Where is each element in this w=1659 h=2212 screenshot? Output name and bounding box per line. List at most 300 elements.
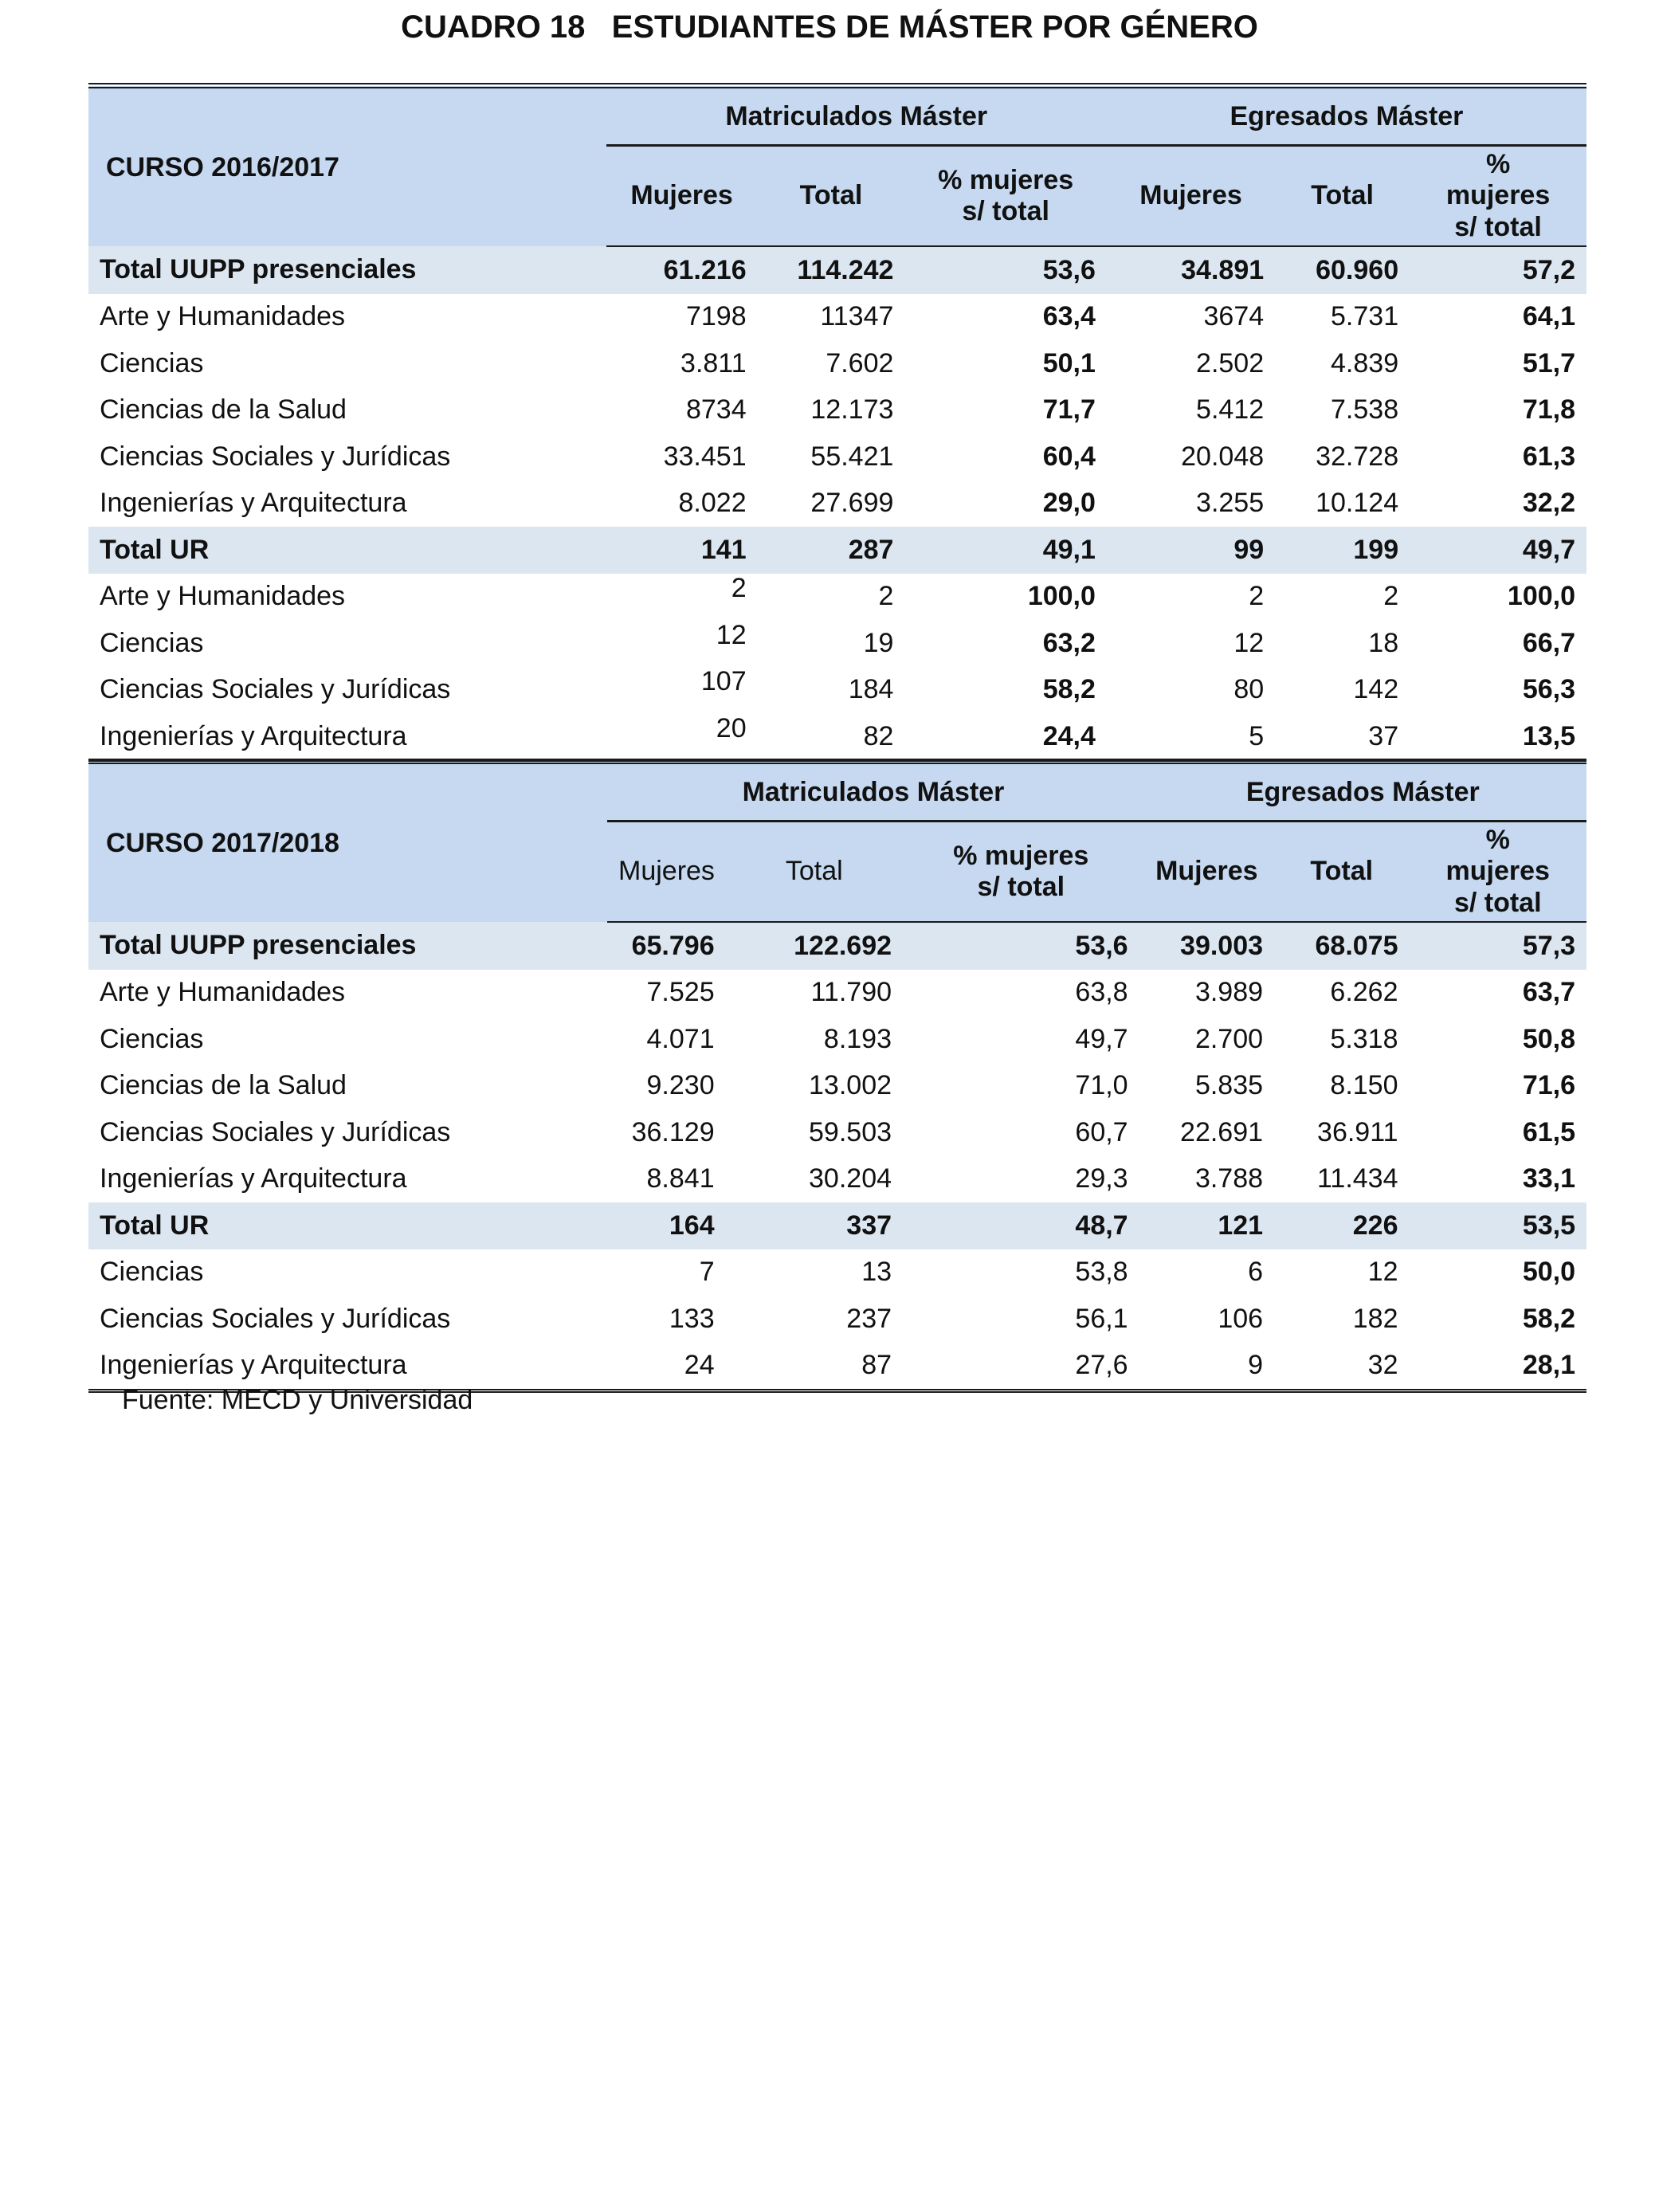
table-row — [88, 340, 1586, 387]
table-cell — [758, 574, 905, 621]
cell-value: 53,5 — [1522, 1210, 1575, 1241]
cell-value: 68.075 — [1315, 930, 1398, 961]
table-cell — [904, 713, 1107, 762]
table-cell — [1275, 246, 1410, 294]
row-label: Ciencias de la Salud — [100, 394, 347, 426]
table-row — [88, 574, 1586, 621]
table-row — [88, 667, 1586, 714]
table-cell — [726, 1063, 903, 1110]
table-cell — [1139, 1016, 1274, 1063]
table-cell — [1274, 1249, 1409, 1296]
cell-value: 7.602 — [826, 347, 894, 378]
table-cell — [607, 1296, 725, 1343]
cell-value: 121 — [1218, 1210, 1264, 1241]
table-cell — [726, 1156, 903, 1203]
table-cell — [904, 387, 1107, 434]
cell-value: 32.728 — [1316, 441, 1399, 472]
col-header: Mujeres — [1139, 822, 1274, 923]
cell-value: 60,7 — [1075, 1116, 1128, 1147]
cell-value: 11347 — [820, 301, 894, 332]
cell-value: 57,3 — [1522, 930, 1575, 961]
table-cell — [1410, 1249, 1587, 1296]
cell-value: 142 — [1353, 674, 1399, 705]
table-cell — [726, 1296, 903, 1343]
cell-value: 8.022 — [678, 488, 747, 519]
col-header: Total — [1275, 146, 1410, 247]
cell-value: 27.699 — [810, 488, 894, 519]
table-cell — [606, 574, 758, 621]
table-cell — [758, 667, 905, 714]
table-cell — [1275, 294, 1410, 341]
table-cell — [903, 1063, 1139, 1110]
row-label: Total UUPP presenciales — [88, 246, 606, 294]
cell-value: 237 — [846, 1303, 892, 1334]
table-cell — [904, 620, 1107, 667]
cell-value: 4.839 — [1331, 347, 1399, 378]
table-cell — [606, 667, 758, 714]
cell-value: 3.255 — [1196, 488, 1265, 519]
row-label: Total UR — [88, 527, 606, 574]
table-cell — [1410, 1109, 1587, 1156]
group-header-egresados: Egresados Máster — [1139, 762, 1586, 822]
table-cell — [726, 1343, 903, 1391]
cell-value: 226 — [1352, 1210, 1398, 1241]
cell-value: 33.451 — [663, 441, 747, 472]
table-cell — [903, 1343, 1139, 1391]
table-cell — [607, 1016, 725, 1063]
course-label: CURSO 2017/2018 — [88, 762, 607, 923]
table-cell — [904, 340, 1107, 387]
cell-value: 5.731 — [1331, 301, 1399, 332]
table-cell — [1275, 340, 1410, 387]
table-cell — [1139, 1202, 1274, 1249]
table-cell — [607, 1063, 725, 1110]
table-cell — [606, 620, 758, 667]
table-curso-2016-2017 — [88, 83, 1586, 764]
table-cell — [1410, 667, 1586, 714]
table-cell — [758, 387, 905, 434]
table-cell — [1274, 1016, 1409, 1063]
table-cell — [1274, 1063, 1409, 1110]
table-cell — [1410, 340, 1586, 387]
cell-value: 7.525 — [646, 977, 715, 1008]
col-header: Mujeres — [606, 146, 758, 247]
table-cell — [1275, 433, 1410, 480]
cell-value: 49,7 — [1522, 534, 1575, 565]
table-cell — [1139, 1109, 1274, 1156]
table-cell — [1410, 970, 1587, 1017]
cell-value: 8734 — [685, 394, 747, 426]
cell-value: 4.071 — [646, 1023, 715, 1054]
cell-value: 2 — [878, 581, 894, 612]
table-cell — [904, 527, 1107, 574]
cell-value: 19 — [863, 627, 894, 658]
table-cell — [1139, 970, 1274, 1017]
table-cell — [1107, 527, 1275, 574]
cell-value: 122.692 — [794, 930, 892, 961]
table-cell — [903, 1109, 1139, 1156]
cell-value: 100,0 — [1507, 581, 1575, 612]
course-label: CURSO 2016/2017 — [88, 86, 606, 247]
cell-value: 199 — [1353, 534, 1399, 565]
cell-value: 2.700 — [1194, 1023, 1264, 1054]
table-row — [88, 1063, 1586, 1110]
cell-value: 2 — [1249, 581, 1265, 612]
table-cell — [758, 246, 905, 294]
cell-value: 32 — [1367, 1350, 1398, 1381]
cell-value: 9 — [1248, 1350, 1264, 1381]
table-cell — [1107, 246, 1275, 294]
cell-value: 100,0 — [1027, 581, 1096, 612]
table-cell — [1139, 1063, 1274, 1110]
cell-value: 57,2 — [1522, 254, 1575, 285]
table-cell — [904, 294, 1107, 341]
cell-value: 65.796 — [631, 930, 715, 961]
table-cell — [904, 246, 1107, 294]
row-label: Total UUPP presenciales — [88, 922, 607, 970]
cell-value: 55.421 — [810, 441, 894, 472]
cell-value: 10.124 — [1316, 488, 1399, 519]
cell-value: 24 — [684, 1350, 715, 1381]
table-row — [88, 387, 1586, 434]
table-cell — [1275, 574, 1410, 621]
table-cell — [903, 1156, 1139, 1203]
cell-value: 61,5 — [1522, 1116, 1575, 1147]
cell-value: 48,7 — [1075, 1210, 1128, 1241]
cell-value: 53,8 — [1075, 1257, 1128, 1288]
table-cell — [1275, 480, 1410, 528]
cell-value: 3.811 — [680, 347, 747, 378]
cell-value: 32,2 — [1522, 488, 1575, 519]
row-label: Ciencias Sociales y Jurídicas — [100, 674, 451, 705]
table-cell — [1410, 527, 1586, 574]
row-label: Ciencias de la Salud — [100, 1070, 347, 1101]
cell-value: 2.502 — [1196, 347, 1265, 378]
row-label: Ingenierías y Arquitectura — [100, 488, 407, 519]
group-header-matriculados: Matriculados Máster — [606, 86, 1107, 146]
table-cell — [1139, 1343, 1274, 1391]
col-header: Total — [726, 822, 903, 923]
cell-value: 50,0 — [1522, 1257, 1575, 1288]
total-row — [88, 246, 1586, 294]
row-label: Ciencias Sociales y Jurídicas — [100, 1303, 451, 1334]
cell-value: 13 — [861, 1257, 892, 1288]
table-cell — [726, 1249, 903, 1296]
cell-value: 6 — [1248, 1257, 1264, 1288]
row-label: Ingenierías y Arquitectura — [88, 1343, 607, 1391]
table-cell — [1274, 1109, 1409, 1156]
table-cell — [1107, 433, 1275, 480]
col-header: Total — [758, 146, 905, 247]
cell-value: 87 — [861, 1350, 892, 1381]
table-row — [88, 1016, 1586, 1063]
cell-value: 71,7 — [1042, 394, 1096, 426]
table-cell — [1139, 1296, 1274, 1343]
cell-value: 2 — [1383, 581, 1399, 612]
cell-value: 60,4 — [1042, 441, 1096, 472]
table-cell — [606, 387, 758, 434]
table-body — [88, 246, 1586, 762]
table-cell — [903, 922, 1139, 970]
table-cell — [758, 480, 905, 528]
cell-value: 3.989 — [1194, 977, 1264, 1008]
cell-value: 39.003 — [1180, 930, 1264, 961]
cell-value: 7198 — [685, 301, 747, 332]
table-cell — [1107, 713, 1275, 762]
cell-value: 11.434 — [1317, 1163, 1398, 1194]
table-cell — [1410, 433, 1586, 480]
table-cell — [1274, 1156, 1409, 1203]
cell-value: 20 — [716, 712, 747, 743]
row-label: Ingenierías y Arquitectura — [100, 1163, 407, 1194]
cell-value: 66,7 — [1522, 627, 1575, 658]
table-cell — [1410, 620, 1586, 667]
row-label: Ciencias — [100, 627, 204, 658]
table-cell — [1139, 1249, 1274, 1296]
table-cell — [1107, 387, 1275, 434]
table-cell — [1107, 574, 1275, 621]
cell-value: 22.691 — [1180, 1116, 1264, 1147]
table-cell — [1275, 713, 1410, 762]
row-label: Arte y Humanidades — [100, 977, 346, 1008]
table-cell — [726, 970, 903, 1017]
cell-value: 184 — [848, 674, 894, 705]
table-row — [88, 1109, 1586, 1156]
cell-value: 64,1 — [1522, 301, 1575, 332]
cell-value: 29,0 — [1042, 488, 1096, 519]
table-cell — [1410, 1016, 1587, 1063]
cell-value: 8.841 — [646, 1163, 715, 1194]
cell-value: 30.204 — [809, 1163, 892, 1194]
cell-value: 82 — [863, 720, 894, 751]
table-cell — [1274, 1343, 1409, 1391]
table-cell — [1410, 1296, 1587, 1343]
table-cell — [606, 480, 758, 528]
table-cell — [726, 1109, 903, 1156]
col-header: Mujeres — [1107, 146, 1275, 247]
row-label: Ingenierías y Arquitectura — [88, 713, 606, 762]
cell-value: 106 — [1218, 1303, 1264, 1334]
row-label: Ciencias — [100, 1023, 204, 1054]
cell-value: 6.262 — [1330, 977, 1398, 1008]
table-cell — [606, 246, 758, 294]
row-label: Ciencias — [100, 1257, 204, 1288]
row-label: Ciencias — [100, 347, 204, 378]
page-title: CUADRO 18 ESTUDIANTES DE MÁSTER POR GÉNERO — [401, 10, 1258, 45]
cell-value: 50,1 — [1042, 347, 1096, 378]
cell-value: 37 — [1368, 720, 1399, 751]
cell-value: 5.835 — [1194, 1070, 1264, 1101]
table-cell — [903, 970, 1139, 1017]
cell-value: 49,1 — [1042, 534, 1096, 565]
table-cell — [904, 433, 1107, 480]
table-cell — [1275, 667, 1410, 714]
table-row — [88, 1296, 1586, 1343]
table-cell — [1410, 246, 1586, 294]
table-cell — [607, 1249, 725, 1296]
cell-value: 287 — [848, 534, 894, 565]
table-cell — [758, 527, 905, 574]
col-header: % mujeres s/ total — [903, 822, 1139, 923]
table-row — [88, 1156, 1586, 1203]
cell-value: 8.193 — [823, 1023, 892, 1054]
col-header: % mujeres s/ total — [1410, 146, 1586, 247]
table-cell — [1107, 620, 1275, 667]
cell-value: 11.790 — [810, 977, 892, 1008]
table-cell — [606, 294, 758, 341]
cell-value: 58,2 — [1522, 1303, 1575, 1334]
table-cell — [1410, 480, 1586, 528]
cell-value: 24,4 — [1042, 720, 1096, 751]
table-curso-2017-2018 — [88, 759, 1586, 1393]
table-cell — [758, 433, 905, 480]
table-cell — [607, 1343, 725, 1391]
cell-value: 49,7 — [1075, 1023, 1128, 1054]
cell-value: 3674 — [1203, 301, 1265, 332]
row-label: Ciencias Sociales y Jurídicas — [100, 1116, 451, 1147]
table-cell — [1275, 620, 1410, 667]
cell-value: 9.230 — [646, 1070, 715, 1101]
cell-value: 7.538 — [1331, 394, 1399, 426]
table-cell — [1107, 294, 1275, 341]
table-row — [88, 713, 1586, 762]
cell-value: 8.150 — [1330, 1070, 1398, 1101]
table-cell — [1274, 970, 1409, 1017]
cell-value: 5.412 — [1196, 394, 1265, 426]
table-cell — [1274, 1202, 1409, 1249]
cell-value: 71,6 — [1522, 1070, 1575, 1101]
table-cell — [606, 340, 758, 387]
cell-value: 63,8 — [1075, 977, 1128, 1008]
table-row — [88, 294, 1586, 341]
table-cell — [1107, 480, 1275, 528]
cell-value: 71,0 — [1075, 1070, 1128, 1101]
table-cell — [903, 1249, 1139, 1296]
table-row — [88, 1343, 1586, 1391]
table-cell — [904, 480, 1107, 528]
table-cell — [903, 1296, 1139, 1343]
table-cell — [1410, 1156, 1587, 1203]
cell-value: 27,6 — [1075, 1350, 1128, 1381]
table-cell — [1410, 1063, 1587, 1110]
table-cell — [1275, 387, 1410, 434]
cell-value: 53,6 — [1075, 930, 1128, 961]
total-row — [88, 1202, 1586, 1249]
table-cell — [903, 1202, 1139, 1249]
cell-value: 71,8 — [1522, 394, 1575, 426]
table-cell — [758, 294, 905, 341]
table-cell — [1410, 713, 1586, 762]
cell-value: 80 — [1233, 674, 1265, 705]
table-cell — [758, 713, 905, 762]
col-header: Total — [1274, 822, 1409, 923]
cell-value: 36.911 — [1317, 1116, 1398, 1147]
col-header: % mujeres s/ total — [1410, 822, 1587, 923]
cell-value: 29,3 — [1075, 1163, 1128, 1194]
table-cell — [1410, 922, 1587, 970]
table-row — [88, 433, 1586, 480]
cell-value: 63,7 — [1522, 977, 1575, 1008]
table-cell — [1410, 387, 1586, 434]
group-header-matriculados: Matriculados Máster — [607, 762, 1139, 822]
table-cell — [1107, 340, 1275, 387]
table-cell — [758, 620, 905, 667]
cell-value: 51,7 — [1522, 347, 1575, 378]
table-cell — [1410, 294, 1586, 341]
cell-value: 33,1 — [1522, 1163, 1575, 1194]
table-cell — [1139, 1156, 1274, 1203]
table-cell — [606, 713, 758, 762]
table-cell — [1139, 922, 1274, 970]
table-cell — [903, 1016, 1139, 1063]
table-cell — [606, 527, 758, 574]
table-row — [88, 620, 1586, 667]
table-cell — [758, 340, 905, 387]
group-header-egresados: Egresados Máster — [1107, 86, 1586, 146]
table-cell — [1410, 574, 1586, 621]
cell-value: 12 — [1367, 1257, 1398, 1288]
cell-value: 12.173 — [810, 394, 894, 426]
table-cell — [904, 667, 1107, 714]
table-cell — [1410, 1343, 1587, 1391]
cell-value: 99 — [1233, 534, 1265, 565]
cell-value: 59.503 — [809, 1116, 892, 1147]
table-cell — [1274, 922, 1409, 970]
table-cell — [1275, 527, 1410, 574]
table-cell — [1410, 1202, 1587, 1249]
cell-value: 182 — [1352, 1303, 1398, 1334]
cell-value: 63,2 — [1042, 627, 1096, 658]
cell-value: 13,5 — [1522, 720, 1575, 751]
cell-value: 7 — [699, 1257, 715, 1288]
cell-value: 56,1 — [1075, 1303, 1128, 1334]
cell-value: 5 — [1249, 720, 1265, 751]
cell-value: 34.891 — [1181, 254, 1265, 285]
cell-value: 58,2 — [1042, 674, 1096, 705]
table-cell — [606, 433, 758, 480]
cell-value: 50,8 — [1522, 1023, 1575, 1054]
row-label: Total UR — [88, 1202, 607, 1249]
cell-value: 107 — [700, 666, 747, 697]
table-cell — [726, 922, 903, 970]
table-row — [88, 1249, 1586, 1296]
cell-value: 18 — [1368, 627, 1399, 658]
table-cell — [607, 1109, 725, 1156]
cell-value: 61.216 — [663, 254, 747, 285]
row-label: Ciencias Sociales y Jurídicas — [100, 441, 451, 472]
cell-value: 5.318 — [1330, 1023, 1398, 1054]
table-body — [88, 922, 1586, 1391]
table-cell — [607, 1202, 725, 1249]
table-cell — [726, 1202, 903, 1249]
table-cell — [607, 922, 725, 970]
table-cell — [904, 574, 1107, 621]
cell-value: 60.960 — [1316, 254, 1399, 285]
cell-value: 63,4 — [1042, 301, 1096, 332]
cell-value: 20.048 — [1181, 441, 1265, 472]
col-header: Mujeres — [607, 822, 725, 923]
cell-value: 53,6 — [1042, 254, 1096, 285]
source-note: Fuente: MECD y Universidad — [122, 1385, 473, 1415]
table-cell — [1274, 1296, 1409, 1343]
cell-value: 337 — [846, 1210, 892, 1241]
table-cell — [607, 970, 725, 1017]
cell-value: 164 — [669, 1210, 715, 1241]
table-cell — [1107, 667, 1275, 714]
cell-value: 141 — [700, 534, 747, 565]
table-cell — [607, 1156, 725, 1203]
table-row — [88, 480, 1586, 528]
